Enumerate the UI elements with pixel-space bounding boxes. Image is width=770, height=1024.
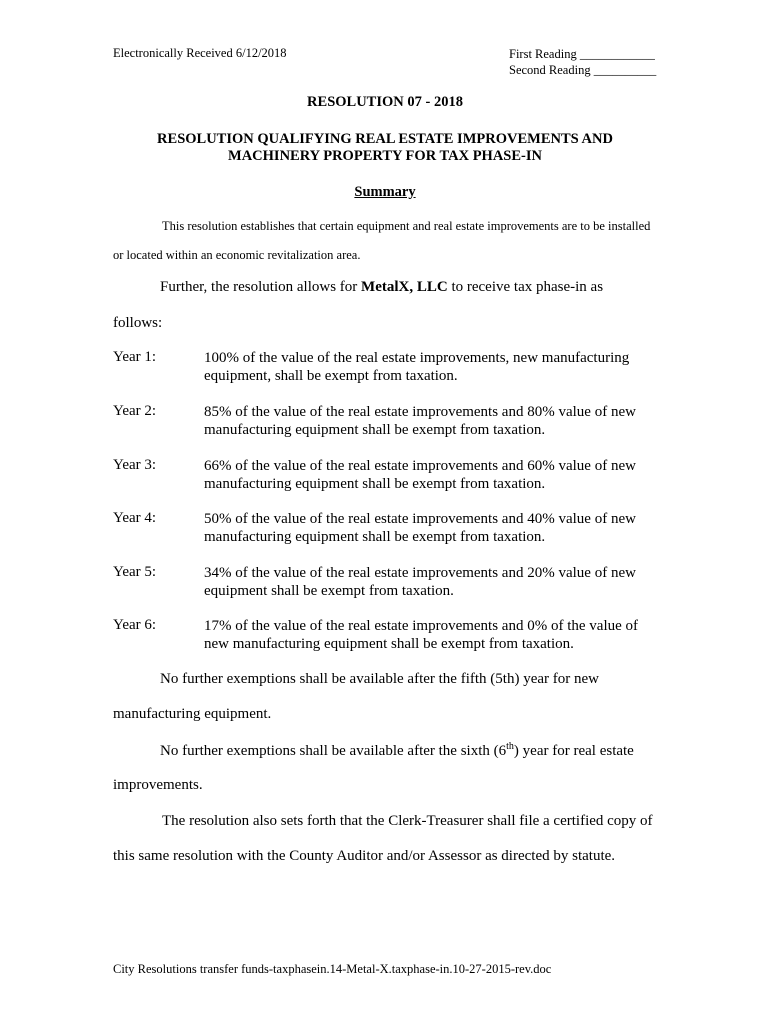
year-3-line-2: manufacturing equipment shall be exempt from taxation. [204,476,546,492]
subtitle-line-2: MACHINERY PROPERTY FOR TAX PHASE-IN [228,148,542,164]
first-reading-line: First Reading ____________ [509,47,655,61]
year-4-description [204,510,664,546]
year-1-label: Year 1: [113,349,157,365]
no-further-equipment-line-2: manufacturing equipment. [113,706,272,722]
year-2-description [204,403,664,439]
intro-line-1: This resolution establishes that certain equipment and real estate improvements are to be installed [162,219,651,233]
further-text-after: to receive tax phase-in as [447,279,604,295]
year-6-label: Year 6: [113,617,157,633]
year-1-line-1: 100% of the value of the real estate improvements, new manufacturing [204,350,630,366]
year-2-line-2: manufacturing equipment shall be exempt from taxation. [204,422,546,438]
clerk-paragraph-line-2: this same resolution with the County Auditor and/or Assessor as directed by statute. [113,848,616,864]
year-5-label: Year 5: [113,564,157,580]
year-6-description [204,617,664,653]
reading-block [509,46,656,78]
no-further-equipment-line-1: No further exemptions shall be available after the fifth (5th) year for new [160,671,599,687]
year-4-line-2: manufacturing equipment shall be exempt from taxation. [204,529,546,545]
second-reading-line: Second Reading __________ [509,63,657,77]
clerk-paragraph-line-1: The resolution also sets forth that the Clerk-Treasurer shall file a certified copy of [162,813,653,829]
file-path-footer: City Resolutions transfer funds-taxphasein.14-Metal-X.taxphase-in.10-27-2015-rev.doc [113,962,552,976]
year-5-line-2: equipment shall be exempt from taxation. [204,583,454,599]
year-2-line-1: 85% of the value of the real estate improvements and 80% value of new [204,404,636,420]
received-stamp: Electronically Received 6/12/2018 [113,46,287,60]
ordinal-superscript: th [506,741,514,752]
follows-text: follows: [113,315,163,331]
no-further-2-before: No further exemptions shall be available after the sixth (6 [160,743,507,759]
company-name: MetalX, LLC [361,279,448,295]
year-1-line-2: equipment, shall be exempt from taxation. [204,368,458,384]
year-4-line-1: 50% of the value of the real estate improvements and 40% value of new [204,511,636,527]
year-4-label: Year 4: [113,510,157,526]
further-paragraph [160,279,603,296]
year-2-label: Year 2: [113,403,157,419]
year-3-label: Year 3: [113,457,157,473]
year-6-line-2: new manufacturing equipment shall be exempt from taxation. [204,636,574,652]
resolution-subtitle [0,131,770,165]
year-5-line-1: 34% of the value of the real estate improvements and 20% value of new [204,565,636,581]
year-3-description [204,457,664,493]
no-further-2-after: ) year for real estate [513,743,634,759]
intro-line-2: or located within an economic revitalization area. [113,248,361,262]
year-1-description [204,349,664,385]
year-3-line-1: 66% of the value of the real estate improvements and 60% value of new [204,458,636,474]
resolution-title: RESOLUTION 07 - 2018 [307,94,463,110]
further-text-before: Further, the resolution allows for [160,279,362,295]
no-further-real-estate-line-2: improvements. [113,777,203,793]
year-5-description [204,564,664,600]
year-6-line-1: 17% of the value of the real estate improvements and 0% of the value of [204,618,639,634]
subtitle-line-1: RESOLUTION QUALIFYING REAL ESTATE IMPROVEMENTS AND [157,131,613,147]
no-further-real-estate-line-1 [160,741,634,760]
summary-heading: Summary [354,184,416,200]
